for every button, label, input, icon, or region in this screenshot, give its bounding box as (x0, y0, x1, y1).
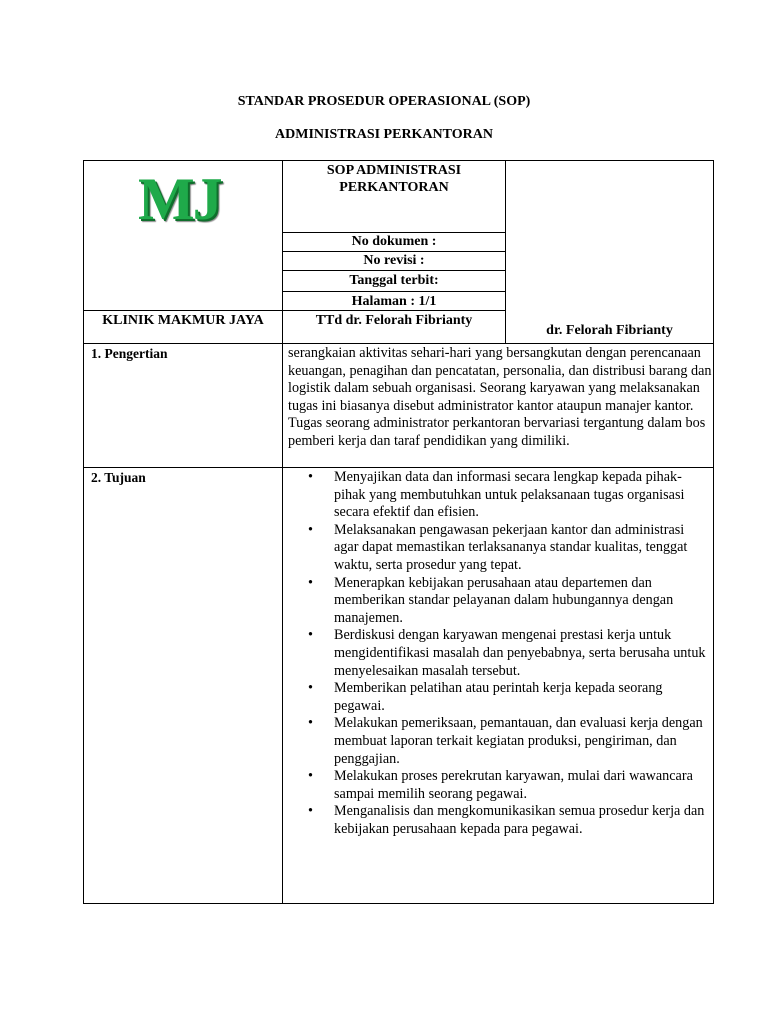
list-item: • Memberikan pelatihan atau perintah kerja kepada seorang pegawai. (288, 680, 712, 715)
page-number: Halaman : 1/1 (351, 294, 437, 309)
document-title: STANDAR PROSEDUR OPERASIONAL (SOP) (237, 94, 531, 109)
list-item: • Melakukan proses perekrutan karyawan, mulai dari wawancara sampai memilih seorang pegawai. (288, 768, 712, 803)
list-item: • Menerapkan kebijakan perusahaan atau departemen dan memberikan standar pelayanan dalam hubungannya dengan manajemen. (288, 575, 712, 628)
table-border-left (83, 160, 84, 904)
table-border-top (83, 160, 714, 161)
section-label-definition: 1. Pengertian (91, 346, 168, 361)
definition-text: serangkaian aktivitas sehari-hari yang bersangkutan dengan perencanaan keuangan, penagihan dan pencatatan, personalia, dan distribusi barang dan logistik dalam sebuah organisasi. Seorang karyawan yang melaksanakan tugas ini biasanya disebut administrator kantor ataupun manajer kantor. Tugas seorang administrator perkantoran bervariasi tergantung dalam bos pemberi kerja dan taraf pendidikan yang dimiliki. (288, 345, 712, 449)
doc-number: No dokumen : (351, 234, 437, 249)
sop-title: SOP ADMINISTRASI PERKANTORAN (326, 163, 462, 195)
revision-number: No revisi : (363, 253, 425, 268)
document-subtitle: ADMINISTRASI PERKANTORAN (275, 127, 493, 142)
clinic-name: KLINIK MAKMUR JAYA (102, 313, 264, 328)
table-column-divider-right (505, 160, 506, 344)
row-divider (282, 270, 506, 271)
header-section-divider (83, 343, 714, 344)
clinic-logo: MJ (138, 166, 221, 232)
list-item: • Melakukan pemeriksaan, pemantauan, dan evaluasi kerja dengan membuat laporan terkait kegiatan produksi, pengiriman, dan penggajian. (288, 715, 712, 768)
list-item: • Berdiskusi dengan karyawan mengenai prestasi kerja untuk mengidentifikasi masalah dan penyebabnya, serta berusaha untuk menyelesaikan masalah tersebut. (288, 627, 712, 680)
section-label-goals: 2. Tujuan (91, 470, 146, 485)
list-item: • Melaksanakan pengawasan pekerjaan kantor dan administrasi agar dapat memastikan terlaksananya standar kualitas, tenggat waktu, serta prosedur yang tepat. (288, 522, 712, 575)
list-item: • Menyajikan data dan informasi secara lengkap kepada pihak-pihak yang membutuhkan untuk pelaksanaan tugas organisasi secara efektif dan efisien. (288, 469, 712, 522)
row-divider (83, 310, 506, 311)
issue-date: Tanggal terbit: (349, 273, 439, 288)
signer-name: dr. Felorah Fibrianty (546, 323, 673, 338)
signature-line: TTd dr. Felorah Fibrianty (315, 313, 473, 328)
table-border-bottom (83, 903, 714, 904)
list-item: • Menganalisis dan mengkomunikasikan semua prosedur kerja dan kebijakan perusahaan kepada para pegawai. (288, 803, 712, 838)
table-border-right (713, 160, 714, 904)
goals-list (288, 469, 712, 838)
section-divider (83, 467, 714, 468)
row-divider (282, 291, 506, 292)
